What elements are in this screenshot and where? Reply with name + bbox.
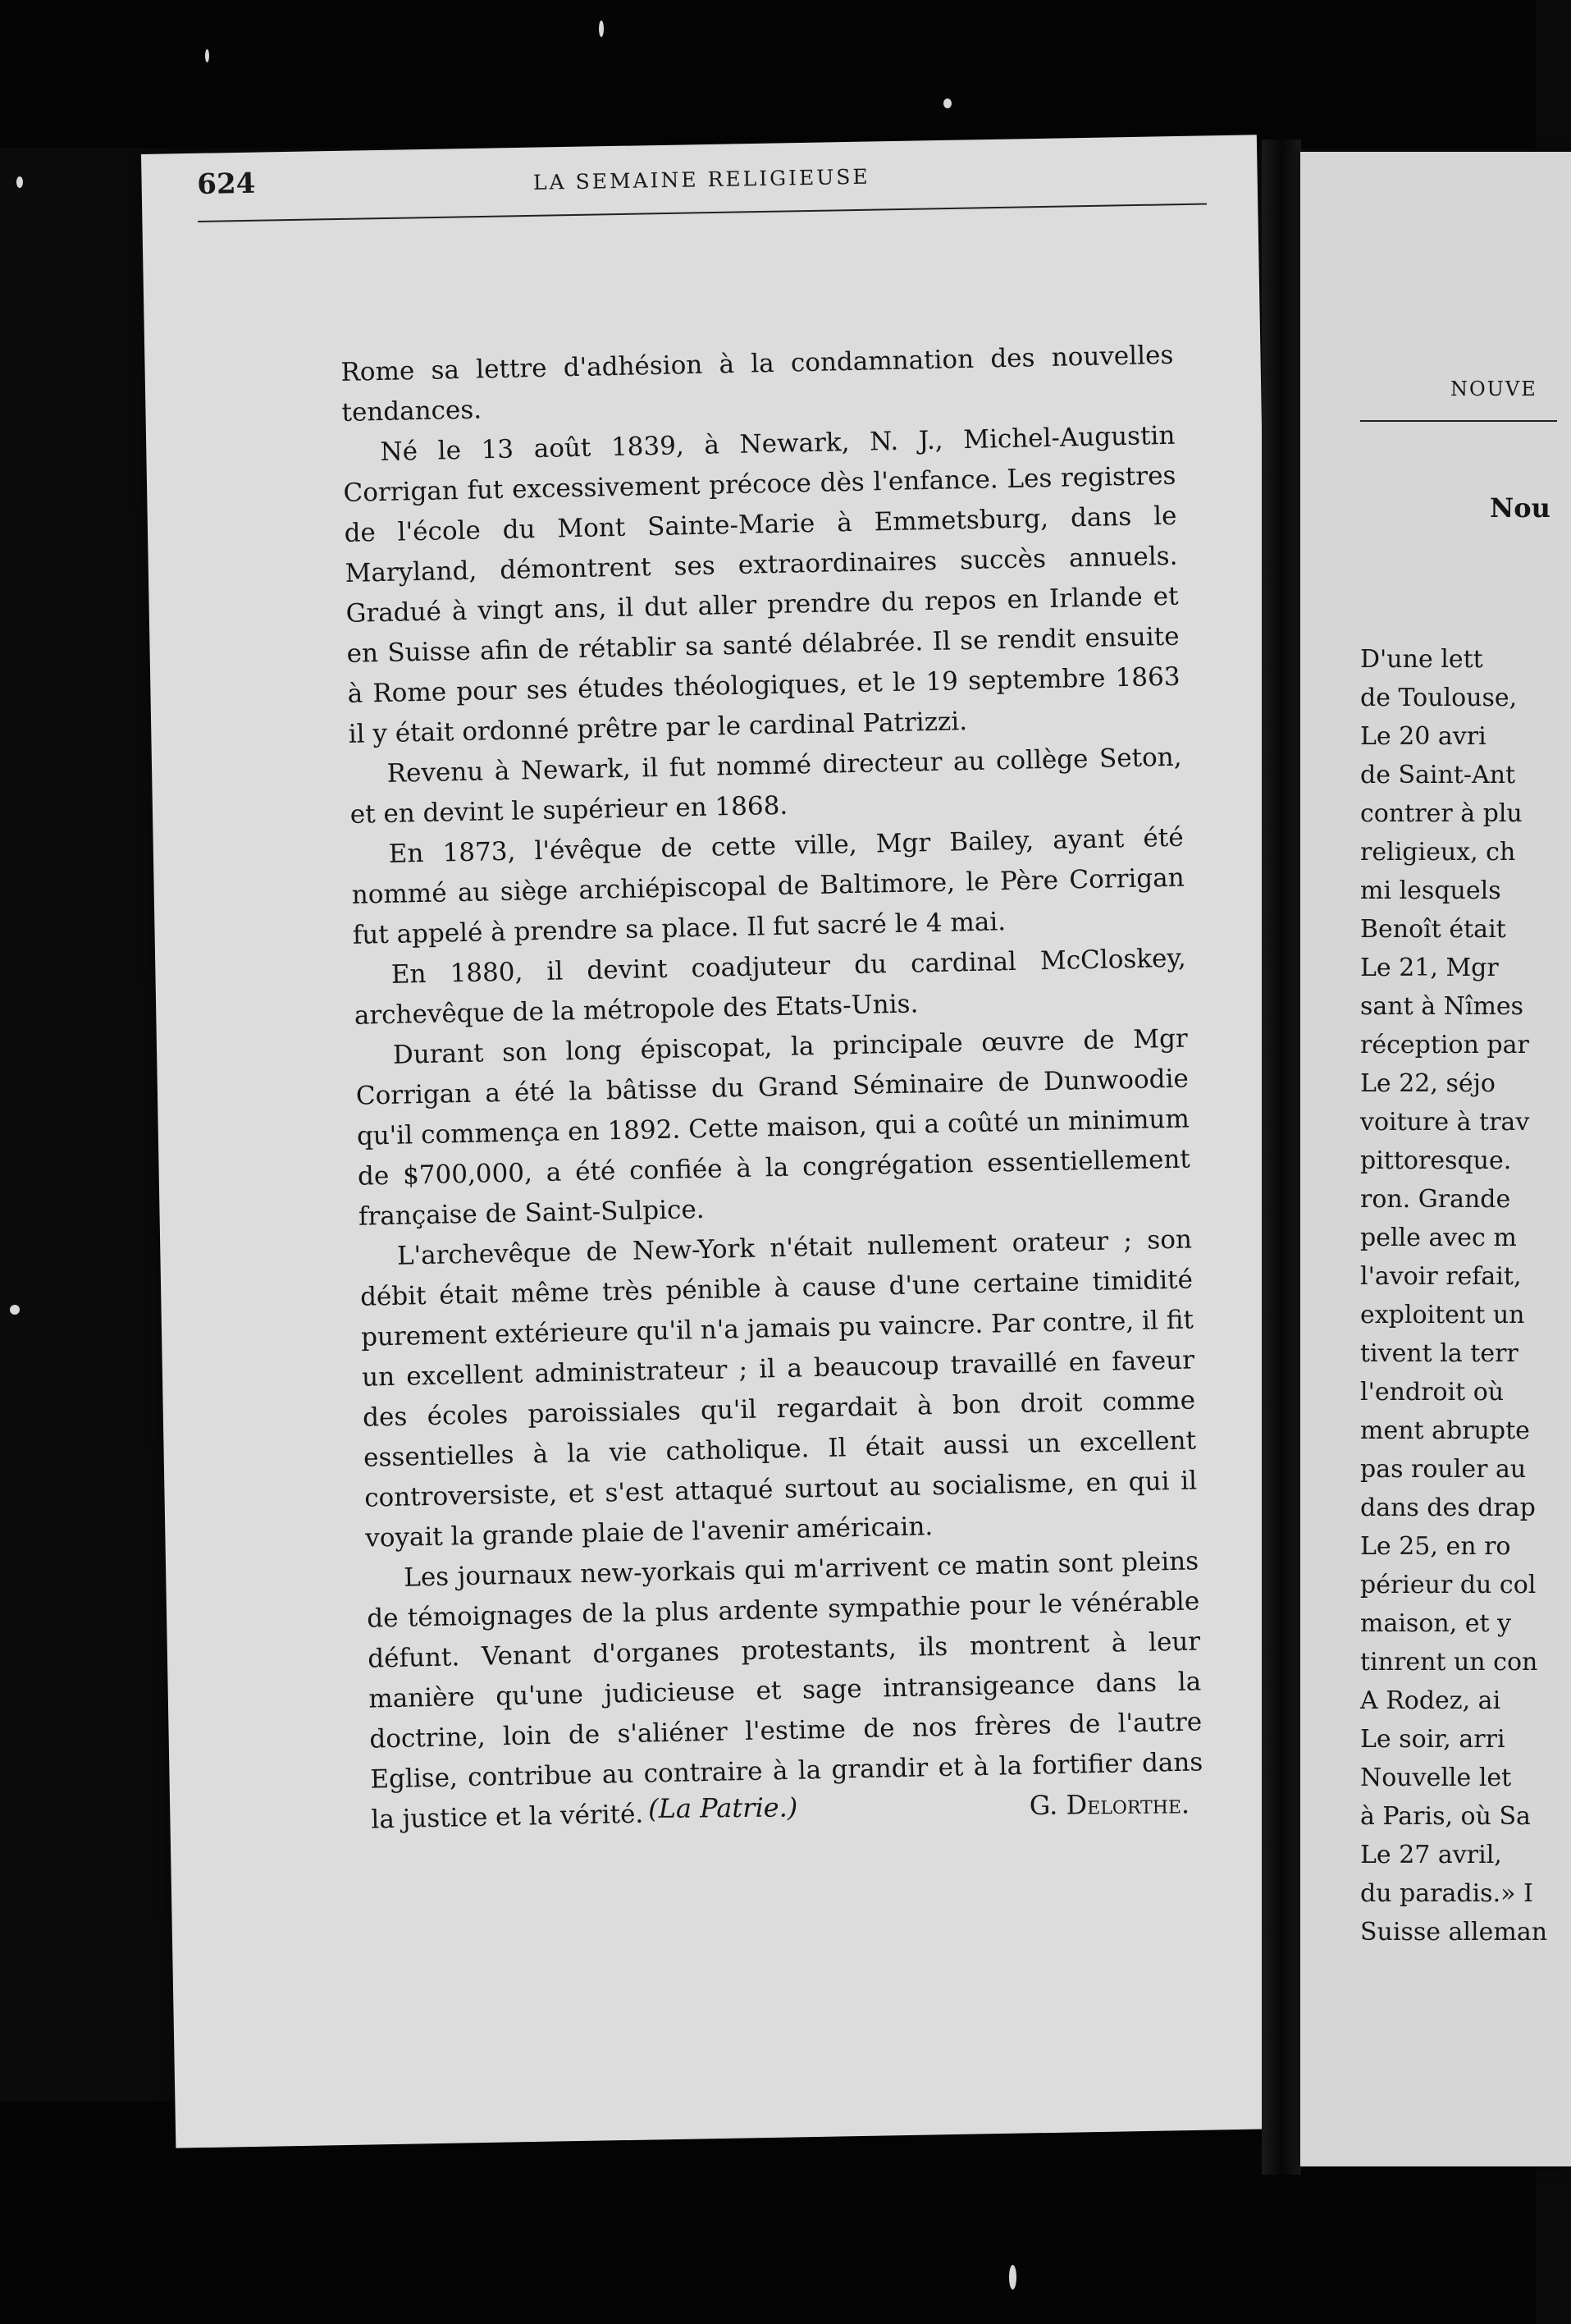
right-line: Le 20 avri (1360, 722, 1487, 751)
signature-line (648, 1788, 1190, 1842)
running-head: LA SEMAINE RELIGIEUSE (532, 164, 870, 194)
right-header-rule (1360, 420, 1557, 422)
dust-speck (1009, 2265, 1016, 2290)
right-line: de Saint-Ant (1360, 761, 1516, 789)
right-line: tinrent un con (1360, 1648, 1538, 1677)
right-line: D'une lett (1360, 645, 1483, 674)
paragraph: En 1880, il devint coadjuteur du cardinal McCloskey, archevêque de la métropole des Etats-Unis. (354, 943, 1187, 1031)
right-line: Nouvelle let (1360, 1764, 1512, 1792)
right-line: l'avoir refait, (1360, 1262, 1522, 1291)
dust-speck (10, 1305, 20, 1315)
right-line: Le 27 avril, (1360, 1841, 1502, 1869)
right-line: Le 25, en ro (1360, 1532, 1511, 1561)
right-line: de Toulouse, (1360, 684, 1518, 712)
right-line: à Paris, où Sa (1360, 1802, 1531, 1831)
right-line: pittoresque. (1360, 1146, 1512, 1175)
right-line: Suisse alleman (1360, 1918, 1548, 1947)
right-line: ment abrupte (1360, 1416, 1530, 1445)
right-line: Le soir, arri (1360, 1725, 1505, 1754)
article-body (340, 336, 1204, 1841)
right-line: Le 22, séjo (1360, 1069, 1496, 1098)
right-line: pelle avec m (1360, 1224, 1517, 1252)
paragraph: Durant son long épiscopat, la principale œuvre de Mgr Corrigan a été la bâtisse du Grand Séminaire de Dunwoodie qu'il commença en 1892. Cette maison, qui a coûté un minimum de $700,000, a été confiée à la congrégation essentiellement française de Saint-Sulpice. (355, 1023, 1191, 1232)
paragraph: Les journaux new-yorkais qui m'arrivent ce matin sont pleins de témoignages de la plus ardente sympathie pour le vénérable défunt. Venant d'organes protestants, ils montrent à leur manière qu'une judicieuse et sage intransigeance dans la doctrine, loin de s'aliéner l'estime de nos frères de l'autre Eglise, contribue au contraire à la grandir et à la fortifier dans la justice et la vérité. (366, 1546, 1203, 1835)
right-line: A Rodez, ai (1360, 1686, 1501, 1715)
right-line: religieux, ch (1360, 838, 1516, 867)
right-line: maison, et y (1360, 1609, 1512, 1638)
dust-speck (205, 49, 209, 62)
right-line: pas rouler au (1360, 1455, 1527, 1484)
right-line: du paradis.» I (1360, 1879, 1533, 1908)
right-line: dans des drap (1360, 1494, 1536, 1522)
right-line: réception par (1360, 1031, 1529, 1059)
source-citation: (La Patrie.) (648, 1791, 798, 1824)
page-header (197, 151, 1208, 258)
paragraph: En 1873, l'évêque de cette ville, Mgr Bailey, ayant été nommé au siège archiépiscopal de Baltimore, le Père Corrigan fut appelé à prendre sa place. Il fut sacré le 4 mai. (351, 822, 1185, 950)
author-signature: G. Delorthe. (1029, 1788, 1190, 1821)
dust-speck (16, 176, 23, 188)
right-line: tivent la terr (1360, 1339, 1518, 1368)
right-line: sant à Nîmes (1360, 992, 1524, 1021)
paragraph: Revenu à Newark, il fut nommé directeur au collège Seton, et en devint le supérieur en 1868. (349, 742, 1182, 830)
paragraph: Né le 13 août 1839, à Newark, N. J., Michel-Augustin Corrigan fut excessivement précoce dès l'enfance. Les registres de l'école du Mont Sainte-Marie à Emmetsburg, dans le Maryland, démontrent ses extraordinaires succès annuels. Gradué à vingt ans, il dut aller prendre du repos en Irlande et en Suisse afin de rétablir sa santé délabrée. Il se rendit ensuite à Rome pour ses études théologiques, et le 19 septembre 1863 il y était ordonné prêtre par le cardinal Patrizzi. (343, 420, 1181, 749)
right-line-list (1360, 640, 1547, 1951)
right-line: l'endroit où (1360, 1378, 1505, 1407)
dust-speck (943, 98, 952, 108)
right-title: Nou (1490, 492, 1550, 524)
right-line: Benoît était (1360, 915, 1506, 944)
right-line: exploitent un (1360, 1301, 1525, 1329)
right-line: mi lesquels (1360, 876, 1501, 905)
film-border-top (0, 0, 1536, 148)
right-line: périeur du col (1360, 1571, 1537, 1599)
page-gutter (1262, 140, 1301, 2175)
right-running-head: NOUVE (1450, 377, 1537, 400)
page-number: 624 (197, 167, 256, 201)
right-line: ron. Grande (1360, 1185, 1511, 1214)
right-line: voiture à trav (1360, 1108, 1530, 1137)
right-line: Le 21, Mgr (1360, 954, 1499, 982)
right-line: contrer à plu (1360, 799, 1523, 828)
dust-speck (599, 21, 604, 37)
paragraph: Rome sa lettre d'adhésion à la condamnation des nouvelles tendances. (340, 340, 1174, 428)
paragraph: L'archevêque de New-York n'était nullement orateur ; son débit était même très pénible à cause d'une certaine timidité purement extérieure qu'il n'a jamais pu vaincre. Par contre, il fit un excellent administrateur ; il a beaucoup travaillé en faveur des écoles paroissiales qu'il regardait à bon droit comme essentielles à la vie catholique. Il était aussi un excellent controversiste, et s'est attaqué surtout au socialisme, en qui il voyait la grande plaie de l'avenir américain. (359, 1224, 1198, 1553)
header-rule (198, 204, 1207, 222)
